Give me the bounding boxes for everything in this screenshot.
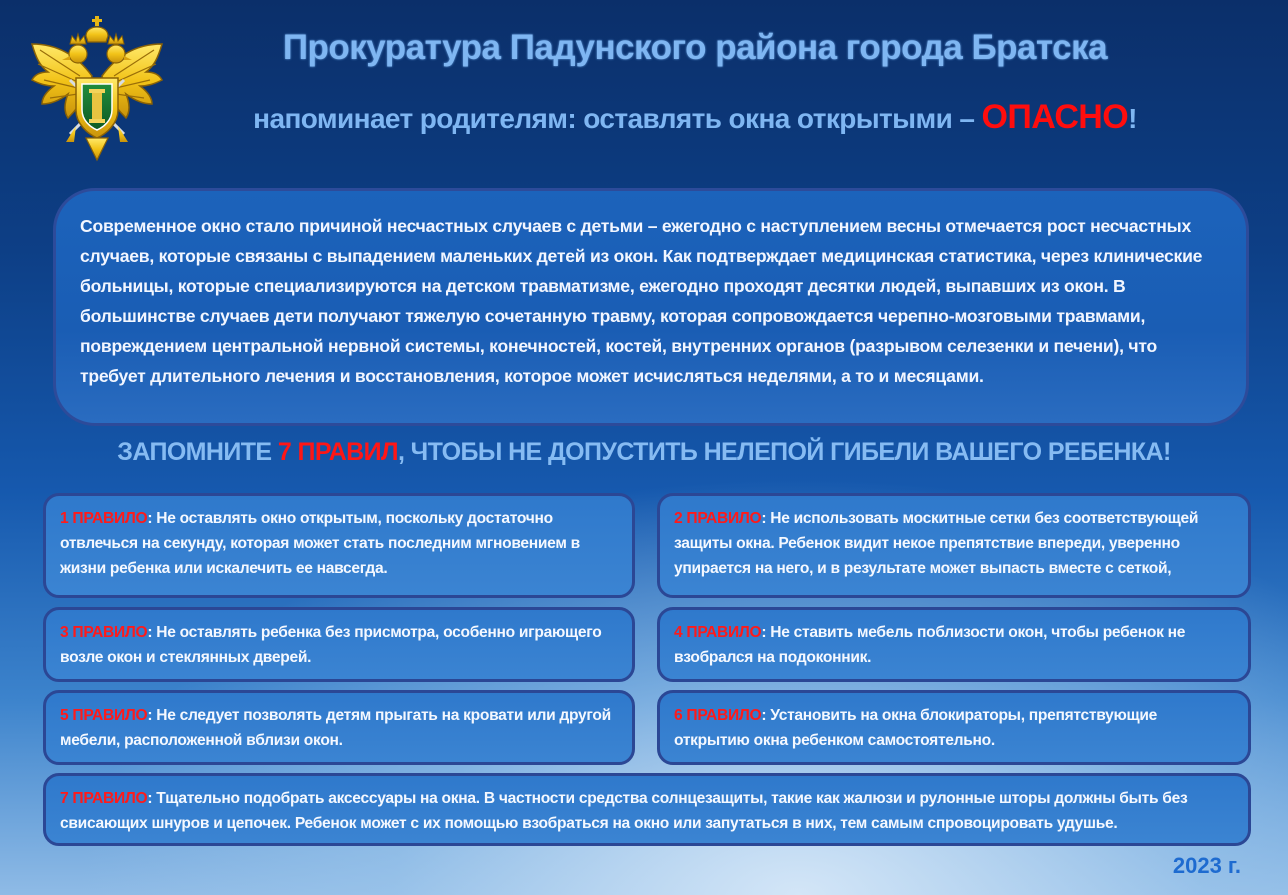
rule-text: : Установить на окна блокираторы, препятствующие открытию окна ребенком самостоятельно. [674,707,1158,749]
rule-card-3 [43,607,635,682]
rules-heading-prefix: ЗАПОМНИТЕ [117,438,278,466]
rules-heading [40,438,1248,467]
intro-box [53,188,1249,426]
rule-label: 2 ПРАВИЛО [674,510,762,527]
rule-card-7 [43,773,1251,846]
rule-text: : Не использовать москитные сетки без соответствующей защиты окна. Ребенок видит некое препятствие впереди, уверенно упирается на него, и в результате может выпасть вместе с сеткой, [674,510,1199,577]
rule-label: 5 ПРАВИЛО [60,707,148,724]
rule-text: : Не оставлять ребенка без присмотра, особенно играющего возле окон и стеклянных дверей. [60,624,602,666]
rule-text: : Тщательно подобрать аксессуары на окна. В частности средства солнцезащиты, такие как жалюзи и рулонные шторы должны быть без свисающих шнуров и цепочек. Ребенок может с их помощью взобраться на окно или запутаться в них, тем самым спровоцировать удушье. [60,790,1188,832]
rule-card-5 [43,690,635,765]
year-label: 2023 г. [1172,853,1241,878]
rules-heading-suffix: , ЧТОБЫ НЕ ДОПУСТИТЬ НЕЛЕПОЙ ГИБЕЛИ ВАШЕГО РЕБЕНКА! [397,438,1171,466]
rule-card-2 [657,493,1251,598]
rule-card-6 [657,690,1251,765]
rules-heading-highlight: 7 ПРАВИЛ [277,438,398,466]
rule-text: : Не следует позволять детям прыгать на кровати или другой мебели, расположенной вблизи окон. [60,707,611,749]
rule-label: 7 ПРАВИЛО [60,790,148,807]
rule-card-4 [657,607,1251,682]
prosecutor-emblem-icon [26,14,168,166]
rule-label: 3 ПРАВИЛО [60,624,148,641]
subtitle-danger-word: ОПАСНО [981,98,1129,136]
page-subtitle [190,98,1200,137]
rule-label: 4 ПРАВИЛО [674,624,762,641]
rule-text: : Не ставить мебель поблизости окон, чтобы ребенок не взобрался на подоконник. [674,624,1186,666]
rule-card-1 [43,493,635,598]
rule-label: 6 ПРАВИЛО [674,707,762,724]
subtitle-suffix: ! [1128,103,1137,134]
rule-text: : Не оставлять окно открытым, поскольку достаточно отвлечься на секунду, которая может стать последним мгновением в жизни ребенка или искалечить ее навсегда. [60,510,580,577]
rule-label: 1 ПРАВИЛО [60,510,148,527]
intro-text: Современное окно стало причиной несчастных случаев с детьми – ежегодно с наступлением весны отмечается рост несчастных случаев, которые связаны с выпадением маленьких детей из окон. Как подтверждает медицинская статистика, через клинические больницы, которые специализируются на детском травматизме, ежегодно проходят десятки людей, выпавших из окон. В большинстве случаев дети получают тяжелую сочетанную травму, которая сопровождается черепно-мозговыми травмами, повреждением центральной нервной системы, конечностей, костей, внутренних органов (разрывом селезенки и печени), что требует длительного лечения и восстановления, которое может исчисляться неделями, а то и месяцами. [80,216,1203,386]
subtitle-prefix: напоминает родителям: оставлять окна открытыми – [253,103,982,134]
page-title: Прокуратура Падунского района города Братска [282,28,1108,67]
